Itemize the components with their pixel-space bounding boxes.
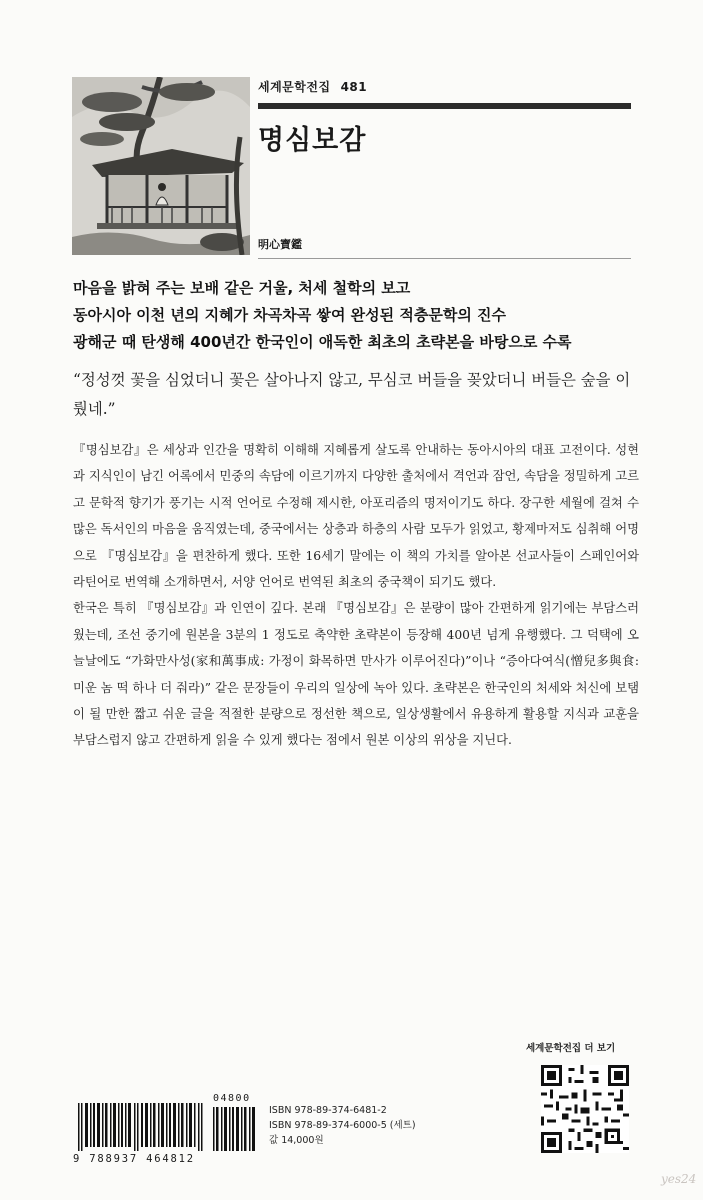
cover-painting [72,77,250,255]
series-heading [258,78,367,95]
barcode-addon-number: 04800 [213,1093,251,1104]
tagline: 동아시아 이천 년의 지혜가 차곡차곡 쌓여 완성된 적층문학의 진수 [73,306,507,324]
isbn-line: ISBN 978-89-374-6481-2 [269,1105,387,1116]
isbn-block [269,1103,416,1148]
isbn-line: ISBN 978-89-374-6000-5 (세트) [269,1120,416,1131]
description-paragraph: 한국은 특히 『명심보감』과 인연이 깊다. 본래 『명심보감』은 분량이 많아 간편하게 읽기에는 부담스러웠는데, 조선 중기에 원본을 3분의 1 정도로 축약한 초략본이 등장해 400년 넘게 유행했다. 그 덕택에 오늘날에도 “가화만사성(家和萬事成: 가정이 화목하면 만사가 이루어진다)”이나 “증아다여식(憎兒多與食: 미운 놈 떡 하나 더 줘라)” 같은 문장들이 우리의 일상에 녹아 있다. 초략본은 한국인의 처세와 처신에 보탬이 될 만한 짧고 쉬운 글을 적절한 분량으로 정선한 책으로, 일상생활에서 유용하게 활용할 지식과 교훈을 부담스럽지 않고 간편하게 읽을 수 있게 했다는 점에서 원본 이상의 위상을 지닌다. [73,601,639,748]
tagline: 광해군 때 탄생해 400년간 한국인이 애독한 최초의 초략본을 바탕으로 수록 [73,333,572,351]
series-label: 세계문학전집 [258,80,331,94]
isbn-barcode [73,1093,258,1165]
barcode-addon-bars [213,1103,257,1151]
barcode-bars [78,1103,203,1151]
qr-code[interactable] [541,1065,629,1153]
description-paragraph: 『명심보감』은 세상과 인간을 명확히 이해해 지혜롭게 살도록 안내하는 동아시아의 대표 고전이다. 성현과 지식인이 남긴 어록에서 민중의 속담에 이르기까지 다양한 출처에서 격언과 잠언, 속담을 정밀하게 고르고 문학적 향기가 풍기는 시적 언어로 수정해 제시한, 아포리즘의 명저이기도 하다. 장구한 세월에 걸쳐 수많은 독서인의 마음을 움직였는데, 중국에서는 상층과 하층의 사람 모두가 읽었고, 황제마저도 심취해 어명으로 『명심보감』을 편찬하게 했다. 또한 16세기 말에는 이 책의 가치를 알아본 선교사들이 스페인어와 라틴어로 번역해 소개하면서, 서양 언어로 번역된 최초의 중국책이 되기도 했다. [73,443,639,590]
hanja-title: 明心寶鑑 [258,238,302,251]
price: 값 14,000원 [269,1135,324,1146]
series-divider-bar [258,103,631,109]
watermark: yes24 [661,1172,697,1186]
taglines [73,275,653,356]
tagline: 마음을 밝혀 주는 보배 같은 거울, 처세 철학의 보고 [73,279,411,297]
book-title: 명심보감 [258,125,367,156]
title-underline [258,258,631,259]
description-body [73,437,639,754]
barcode-number: 9 788937 464812 [73,1153,195,1165]
qr-label: 세계문학전집 더 보기 [526,1043,616,1054]
series-number: 481 [340,80,368,94]
pull-quote: “정성껏 꽃을 심었더니 꽃은 살아나지 않고, 무심코 버들을 꽂았더니 버들은 숲을 이뤘네.” [73,371,631,418]
